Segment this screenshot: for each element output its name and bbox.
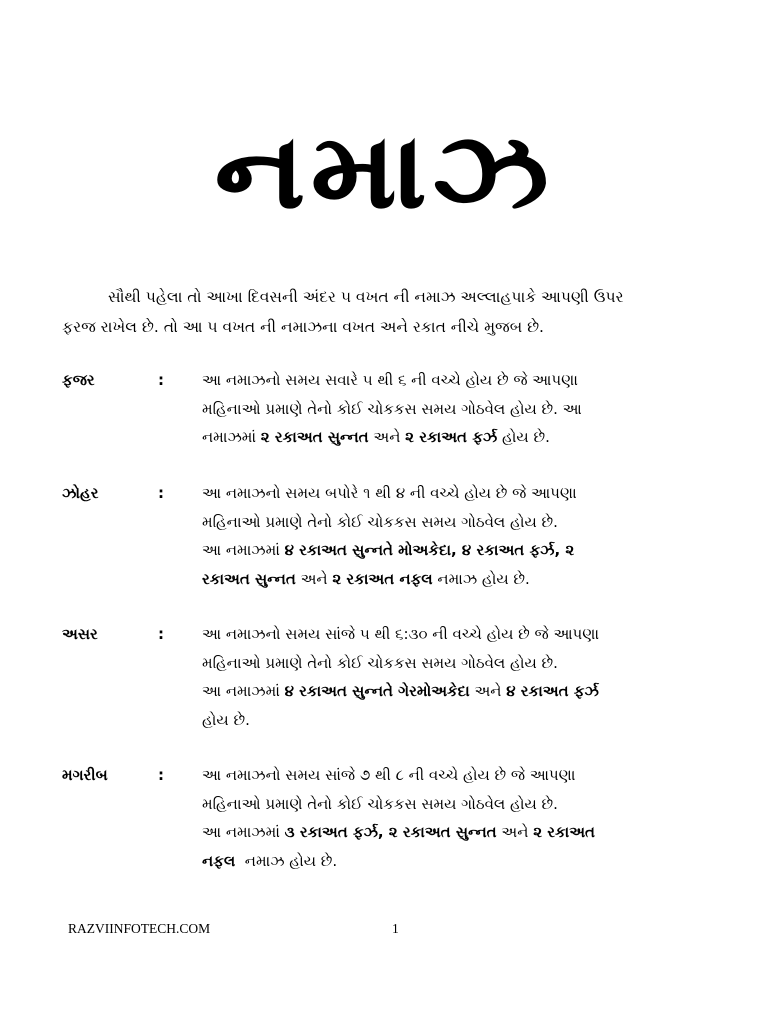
bold-run: ૪ રકાઅત સુન્નતે ગેરમોઅકેદા bbox=[284, 682, 470, 700]
page-title: નમાઝ bbox=[214, 110, 554, 232]
text-run: અને bbox=[368, 428, 406, 446]
bold-run: ૩ રકાઅત ફર્ઝ, ૨ રકાઅત સુન્નત bbox=[284, 823, 497, 841]
bold-run: ૨ રકાઅત સુન્નત bbox=[260, 428, 369, 446]
body-line bbox=[202, 677, 722, 706]
bold-run: ૨ રકાઅત નફલ bbox=[332, 569, 433, 588]
body-line: મહિનાઓ પ્રમાણે તેનો કોઈ ચોકકસ સમય ગોઠવેલ હોય છે. bbox=[202, 512, 558, 531]
text-run: હોય છે. bbox=[497, 428, 550, 446]
bold-run: ૨ રકાઅત bbox=[533, 823, 596, 841]
bold-run: નફલ bbox=[202, 851, 236, 870]
section-body bbox=[202, 479, 722, 593]
body-line bbox=[202, 565, 722, 594]
body-line: મહિનાઓ પ્રમાણે તેનો કોઈ ચોકકસ સમય ગોઠવેલ હોય છે. bbox=[202, 653, 558, 672]
body-line: મહિનાઓ પ્રમાણે તેનો કોઈ ચોકકસ સમય ગોઠવેલ હોય છે. આ bbox=[202, 399, 582, 418]
bold-run: રકાઅત સુન્નત bbox=[202, 569, 296, 588]
page-number: 1 bbox=[392, 921, 399, 936]
body-line: મહિનાઓ પ્રમાણે તેનો કોઈ ચોકકસ સમય ગોઠવેલ હોય છે. bbox=[202, 794, 558, 813]
section-name: ઝોહર bbox=[62, 484, 99, 502]
section-name: ફજર bbox=[62, 371, 95, 389]
intro-line-1 bbox=[62, 282, 722, 342]
body-line: આ નમાઝનો સમય સાંજે ૫ થી ૬:૩૦ ની વચ્ચે હોય છે જે આપણા bbox=[202, 625, 600, 643]
section-name: અસર bbox=[62, 625, 98, 643]
body-line: આ નમાઝનો સમય સાંજે ૭ થી ૮ ની વચ્ચે હોય છે જે આપણા bbox=[202, 766, 576, 784]
intro-text-1: સૌથી પહેલા તો આખા દિવસની અંદર ૫ વખત ની નમાઝ અલ્લાહપાકે આપણી ઉપર bbox=[108, 288, 624, 306]
body-line bbox=[202, 818, 722, 847]
body-line: આ નમાઝનો સમય બપોરે ૧ થી ૪ ની વચ્ચે હોય છે જે આપણા bbox=[202, 484, 577, 502]
intro-paragraph bbox=[62, 282, 722, 342]
text-run: નમાઝ હોય છે. bbox=[432, 569, 530, 588]
text-run: અને bbox=[496, 823, 534, 841]
section-colon: : bbox=[158, 625, 164, 643]
section-colon: : bbox=[158, 371, 164, 389]
text-run: આ નમાઝમાં bbox=[202, 823, 285, 841]
bold-run: ૪ રકાઅત ફર્ઝ bbox=[506, 682, 599, 700]
bold-run: ૪ રકાઅત સુન્નતે મોઅકેદા, ૪ રકાઅત ફર્ઝ, ૨ bbox=[284, 541, 575, 559]
text-run: અને bbox=[295, 569, 333, 588]
section-body bbox=[202, 620, 722, 734]
text-run: નમાઝ હોય છે. bbox=[235, 851, 338, 870]
intro-text-2: ફરજ રાખેલ છે. તો આ ૫ વખત ની નમાઝના વખત અને રકાત નીચે મુજબ છે. bbox=[62, 318, 544, 336]
body-line: હોય છે. bbox=[202, 710, 250, 729]
bold-run: ૨ રકાઅત ફર્ઝ bbox=[405, 428, 498, 446]
section-colon: : bbox=[158, 766, 164, 784]
body-line: આ નમાઝનો સમય સવારે ૫ થી ૬ ની વચ્ચે હોય છે જે આપણા bbox=[202, 371, 578, 389]
body-line bbox=[202, 847, 722, 876]
section-colon: : bbox=[158, 484, 164, 502]
section-body bbox=[202, 366, 722, 452]
footer-website: RAZVIINFOTECH.COM bbox=[68, 921, 211, 936]
text-run: નમાઝમાં bbox=[202, 428, 261, 446]
body-line bbox=[202, 423, 722, 452]
text-run: આ નમાઝમાં bbox=[202, 682, 285, 700]
text-run: આ નમાઝમાં bbox=[202, 541, 285, 559]
section-body bbox=[202, 761, 722, 875]
text-run: અને bbox=[469, 682, 507, 700]
section-name: મગરીબ bbox=[62, 766, 108, 784]
body-line bbox=[202, 536, 722, 565]
